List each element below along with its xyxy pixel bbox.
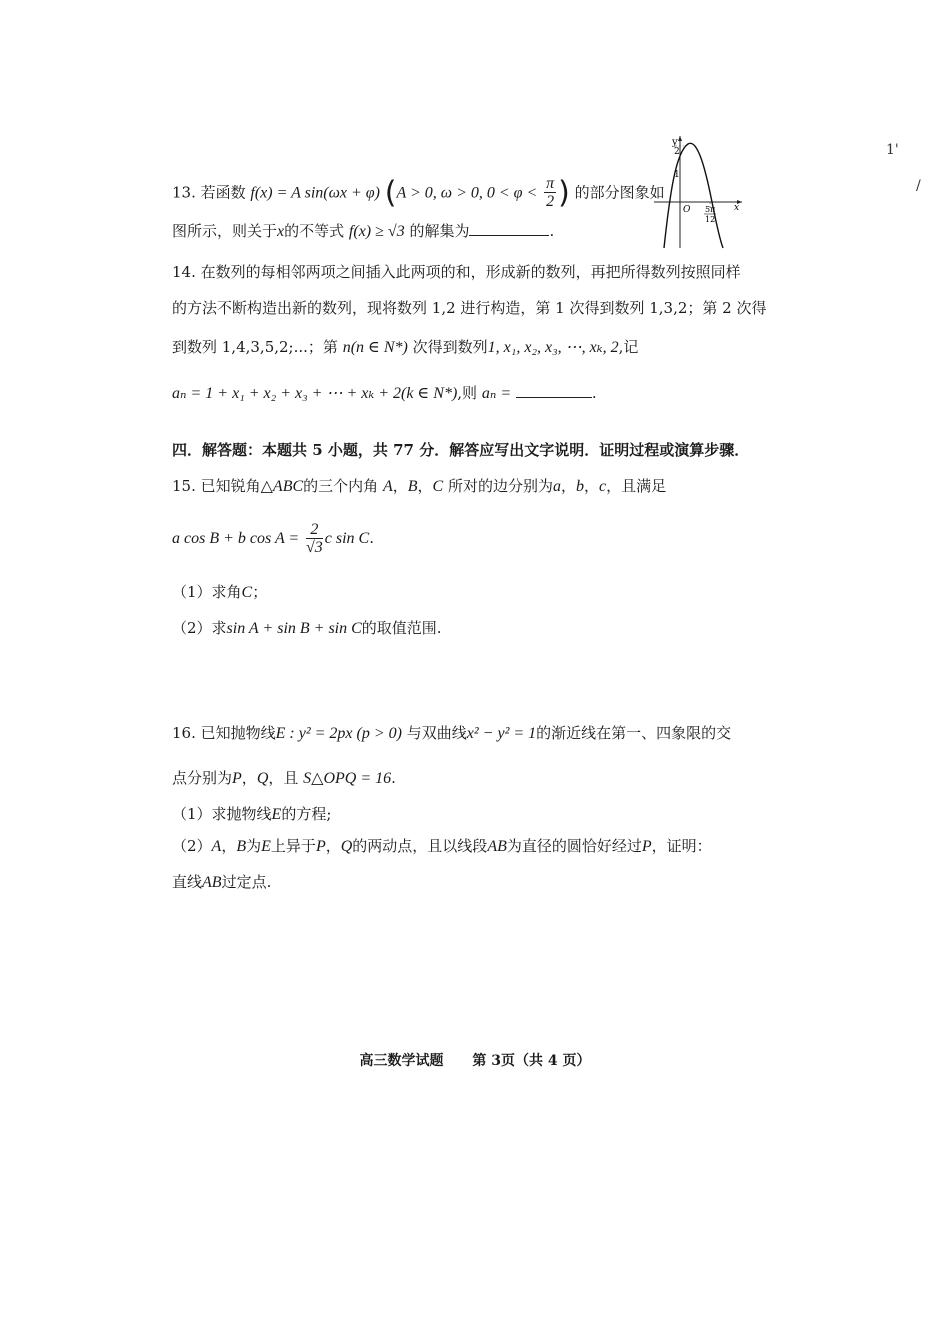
- q16-part2-p2: P: [641, 838, 652, 855]
- q15-eq-right: c sin C: [324, 530, 370, 547]
- q13-label-y: y: [672, 137, 678, 148]
- q13-line2-b: 的不等式: [284, 222, 345, 240]
- q15-eq-den: √3: [306, 538, 323, 556]
- q14-line3-math: n(n ∈ N*): [342, 339, 408, 356]
- q13-frac-num: π: [546, 175, 555, 192]
- q15-equation: [172, 516, 374, 560]
- q14-line3-a: 到数列 1,4,3,5,2;...；第: [172, 338, 338, 356]
- q16-part1-var: E: [271, 806, 282, 823]
- q16-part1-end: 的方程;: [281, 805, 332, 823]
- q13-y-arrow-icon: [678, 136, 682, 141]
- q13-label-x-num: 5π: [705, 205, 716, 214]
- q13-label-origin: O: [683, 205, 691, 215]
- footer-page-number: 第 3页（共 4 页）: [472, 1053, 591, 1069]
- q14-line3-b: 次得到数列: [412, 338, 488, 356]
- q13-line2-end: .: [549, 222, 555, 240]
- q13-paren-close: ): [558, 175, 570, 211]
- q15-part2: [172, 618, 442, 639]
- footer-title: 高三数学试题: [359, 1053, 444, 1069]
- q15-part2-end: 的取值范围.: [361, 619, 442, 637]
- q15-d: ，且满足: [606, 477, 667, 495]
- q16-line1-hyp: x² − y² = 1: [466, 725, 537, 742]
- q14-line4: [172, 383, 597, 404]
- q15-angle-b: B: [407, 478, 418, 495]
- q14-line3: [172, 337, 638, 358]
- q13-condition: A > 0, ω > 0, 0 < φ <: [396, 184, 538, 202]
- q16-part2-p: P: [315, 838, 326, 855]
- q15-eq-fraction: [306, 522, 323, 557]
- edge-mark-2: /: [916, 178, 921, 194]
- q14-line4-an: aₙ =: [481, 385, 512, 402]
- q14-line3-c: ,记: [618, 338, 639, 356]
- edge-mark-1: 1': [886, 142, 899, 158]
- q16-part3-ab: AB: [202, 874, 222, 891]
- q16-part3-a: 直线: [172, 873, 203, 891]
- q13-frac-den: 2: [546, 193, 555, 210]
- q16-line2-math: S△OPQ = 16: [303, 770, 392, 787]
- q13-line2-var: x: [277, 223, 285, 240]
- q13-line1: [172, 175, 665, 211]
- q16-part2-ab: AB: [487, 838, 507, 855]
- q15-angle-a: A: [382, 478, 393, 495]
- q16-line1-math: E : y² = 2px (p > 0): [275, 725, 402, 742]
- q13-line2-a: 图所示，则关于: [172, 222, 278, 240]
- q16-line2: 点分别为P，Q，且 S△OPQ = 16.: [172, 769, 396, 787]
- q16-part2-e-text: 为直径的圆恰好经过: [506, 837, 642, 855]
- q16-line1-c: 的渐近线在第一、四象限的交: [536, 724, 732, 742]
- q16-part1-label: （1）求抛物线: [172, 805, 272, 823]
- q16-part1: [172, 804, 331, 825]
- q15-a: 15. 已知锐角: [172, 477, 261, 495]
- q15-part1-var: C: [241, 584, 253, 601]
- q15-b: 的三个内角: [303, 477, 379, 495]
- q15-eq-left: a cos B + b cos A =: [172, 530, 300, 547]
- q16-line1-b: 与双曲线: [406, 724, 467, 742]
- q14-line2: 的方法不断构造出新的数列，现将数列 1,2 进行构造，第 1 次得到数列 1,3,2；第 2 次得: [172, 299, 767, 317]
- q15-eq-end: .: [369, 529, 375, 547]
- q13-prefix: 13. 若函数: [172, 183, 246, 202]
- q15-part2-label: （2）求: [172, 619, 227, 637]
- q15-eq-num: 2: [306, 522, 323, 539]
- q15-side-c: c: [599, 478, 607, 495]
- q13-suffix: 的部分图象如: [574, 183, 665, 202]
- q16-part2-pt-b: B: [236, 838, 247, 855]
- q13-label-y2: 2: [674, 147, 680, 157]
- q16-line2-a: 点分别为: [172, 769, 233, 787]
- q16-part3: [172, 872, 271, 893]
- q16-part2-pt-a: A: [211, 838, 222, 855]
- q13-graph: [650, 132, 750, 250]
- q16-part2-b: 为: [246, 837, 262, 855]
- q15-triangle: △ABC: [260, 478, 304, 495]
- q13-label-x-den: 12: [705, 215, 716, 224]
- q14-line3-seq: 1, x₁, x₂, x₃, ⋯, xₖ, 2: [487, 339, 619, 356]
- q13-function: f(x) = A sin(ωx + φ): [250, 184, 380, 202]
- q16-part2-d: 的两动点，且以线段: [352, 837, 488, 855]
- q16-part2-q: Q: [340, 838, 353, 855]
- q13-fraction: [544, 176, 556, 211]
- q15-side-a: a: [553, 478, 562, 495]
- q14-answer-blank: [516, 383, 592, 398]
- q13-label-x: x: [734, 203, 740, 213]
- q16-line2-end: .: [391, 769, 396, 787]
- q15-part1-label: （1）求角: [172, 583, 242, 601]
- q14-line4-math: aₙ = 1 + x₁ + x₂ + x₃ + ⋯ + xₖ + 2(k ∈ N*): [172, 385, 458, 402]
- q16-part3-b: 过定点.: [221, 873, 272, 891]
- q16-line2-q: Q: [256, 770, 269, 787]
- section4-heading: 四．解答题：本题共 5 小题，共 77 分．解答应写出文字说明．证明过程或演算步骤．: [172, 441, 750, 459]
- q16-part2-e: E: [261, 838, 271, 855]
- q15-angle-c: C: [432, 478, 444, 495]
- q13-line2: [172, 221, 554, 242]
- q14-line4-b: ,则: [457, 384, 478, 402]
- q16-line1: [172, 723, 731, 744]
- q13-curve: [664, 143, 723, 248]
- q13-inequality: f(x) ≥ √3: [348, 223, 405, 240]
- q16-line1-a: 16. 已知抛物线: [172, 724, 276, 742]
- q13-paren-open: (: [384, 175, 397, 211]
- q15-part1: [172, 582, 267, 603]
- q14-line1: 14. 在数列的每相邻两项之间插入此两项的和，形成新的数列，再把所得数列按照同样: [172, 263, 741, 281]
- q15-line1: 15. 已知锐角△ABC的三个内角 A，B，C 所对的边分别为a，b，c，且满足: [172, 477, 667, 495]
- q13-answer-blank: [469, 221, 549, 236]
- q13-label-y1: 1: [674, 170, 680, 180]
- q15-part2-math: sin A + sin B + sin C: [226, 620, 362, 637]
- q16-line2-p: P: [232, 770, 242, 787]
- q15-side-b: b: [576, 478, 585, 495]
- q16-line2-b: ，且: [268, 769, 299, 787]
- q16-part2-a: （2）: [172, 837, 212, 855]
- q13-line2-c: 的解集为: [409, 222, 470, 240]
- q15-part1-end: ；: [252, 583, 268, 601]
- q14-line4-end: .: [591, 384, 597, 402]
- page-footer: [0, 1050, 950, 1070]
- q16-part2: （2）A，B为E上异于P，Q的两动点，且以线段AB为直径的圆恰好经过P，证明：: [172, 837, 712, 855]
- q15-c: 所对的边分别为: [448, 477, 554, 495]
- q16-part2-c: 上异于: [270, 837, 316, 855]
- q16-part2-f: ，证明：: [651, 837, 712, 855]
